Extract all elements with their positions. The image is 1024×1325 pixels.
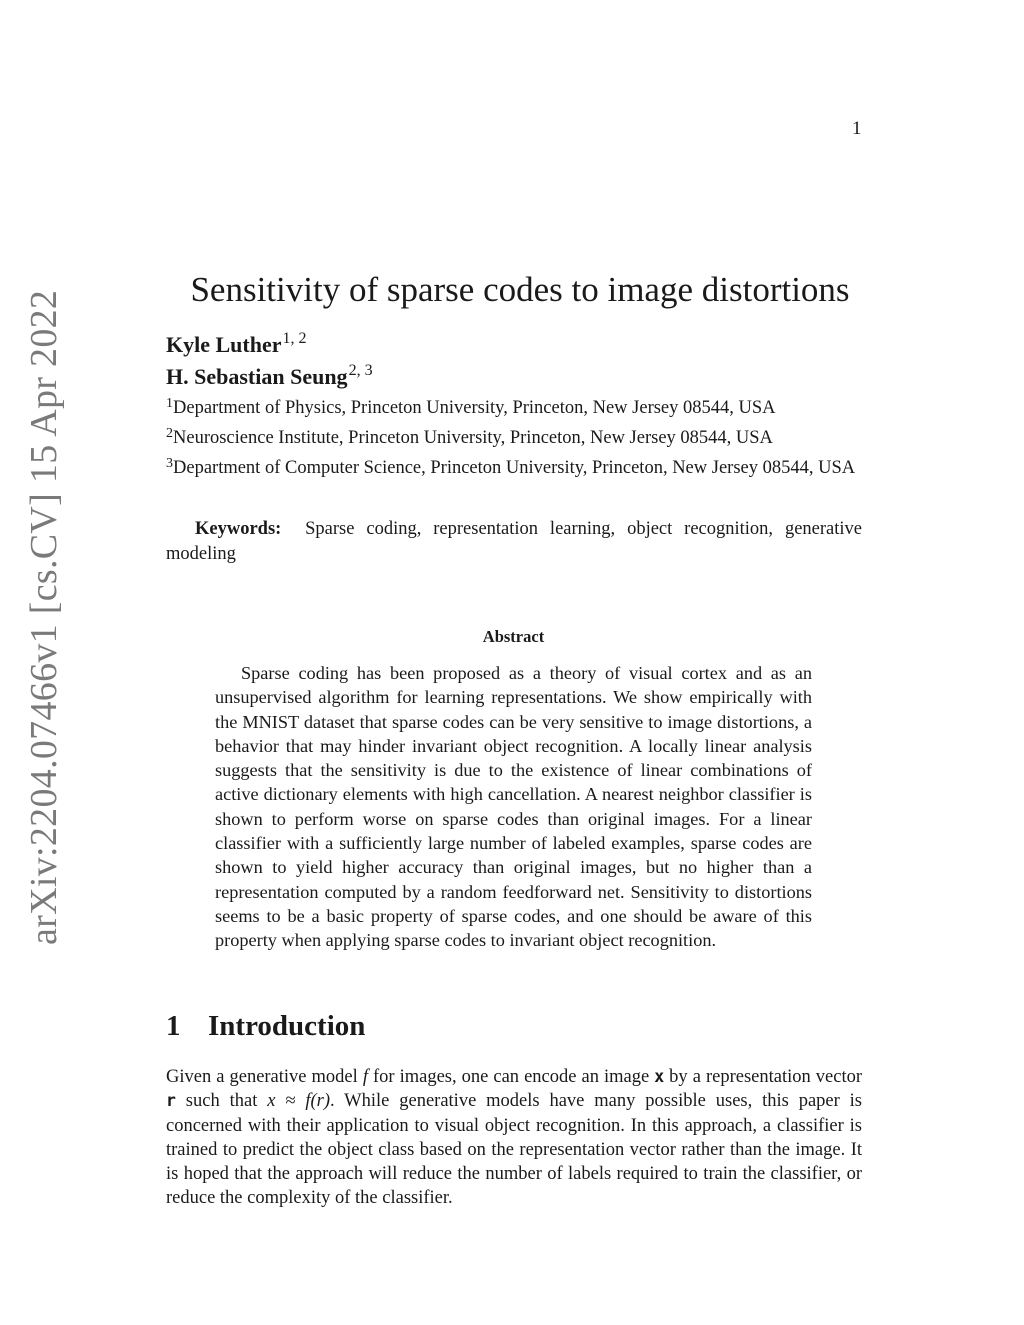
affiliations-block [166, 391, 862, 481]
affiliation-mark: 1 [166, 396, 173, 411]
math-formula: x ≈ f(r) [267, 1091, 330, 1112]
affiliation-text: Department of Physics, Princeton University, Princeton, New Jersey 08544, USA [173, 398, 776, 418]
intro-text-segment: . While generative models have many possible uses, this paper is concerned with their application to visual object recognition. In this approach, a classifier is trained to predict the object class based on the representation vector rather than the image. It is hoped that the approach will reduce the number of labels required to train the classifier, or reduce the complexity of the classifier. [166, 1091, 862, 1209]
math-symbol-f: f [362, 1067, 368, 1087]
abstract-heading: Abstract [482, 627, 545, 646]
keywords-block [166, 517, 862, 567]
keywords-label: Keywords: [195, 519, 282, 539]
author-affiliation-marks: 1, 2 [282, 330, 307, 347]
intro-text-segment: for images, one can encode an image [367, 1067, 655, 1087]
affiliation-3 [166, 451, 862, 481]
author-affiliation-marks: 2, 3 [348, 362, 373, 379]
affiliation-text: Neuroscience Institute, Princeton University, Princeton, New Jersey 08544, USA [173, 428, 773, 448]
math-symbol-x: x [654, 1067, 665, 1086]
intro-text-segment: such that [175, 1091, 268, 1112]
author-2 [166, 362, 373, 390]
arxiv-identifier-stamp: arXiv:2204.07466v1 [cs.CV] 15 Apr 2022 [23, 289, 65, 945]
abstract-text: Sparse coding has been proposed as a theory of visual cortex and as an unsupervised algorithm for learning representations. We show empirically with the MNIST dataset that sparse codes can be very sensitive to image distortions, a behavior that may hinder invariant object recognition. A locally linear analysis suggests that the sensitivity is due to the existence of linear combinations of active dictionary elements with high cancellation. A nearest neighbor classifier is shown to perform worse on sparse codes than original images. For a linear classifier with a sufficiently large number of labeled examples, sparse codes are shown to yield higher accuracy than original images, but no higher than a representation computed by a random feedforward net. Sensitivity to distortions seems to be a basic property of sparse codes, and one should be aware of this property when applying sparse codes to invariant object recognition. [215, 663, 812, 951]
section-heading-introduction [166, 1010, 365, 1043]
author-name: H. Sebastian Seung [166, 364, 348, 389]
author-name: Kyle Luther [166, 332, 282, 357]
page-number: 1 [852, 118, 862, 139]
affiliation-2 [166, 421, 862, 451]
section-title: Introduction [208, 1010, 366, 1042]
affiliation-mark: 2 [166, 426, 173, 441]
intro-text-segment: by a representation vector [664, 1067, 862, 1087]
math-symbol-r: r [166, 1091, 176, 1111]
affiliation-1 [166, 391, 862, 421]
section-number: 1 [166, 1010, 181, 1042]
affiliation-mark: 3 [166, 456, 173, 471]
author-1 [166, 330, 307, 358]
affiliation-text: Department of Computer Science, Princeton University, Princeton, New Jersey 08544, USA [173, 458, 856, 478]
keywords-text: Sparse coding, representation learning, object recognition, generative modeling [166, 519, 863, 564]
paper-title: Sensitivity of sparse codes to image distortions [190, 270, 850, 309]
intro-text-segment: Given a generative model [166, 1067, 363, 1087]
introduction-paragraph [166, 1065, 862, 1211]
